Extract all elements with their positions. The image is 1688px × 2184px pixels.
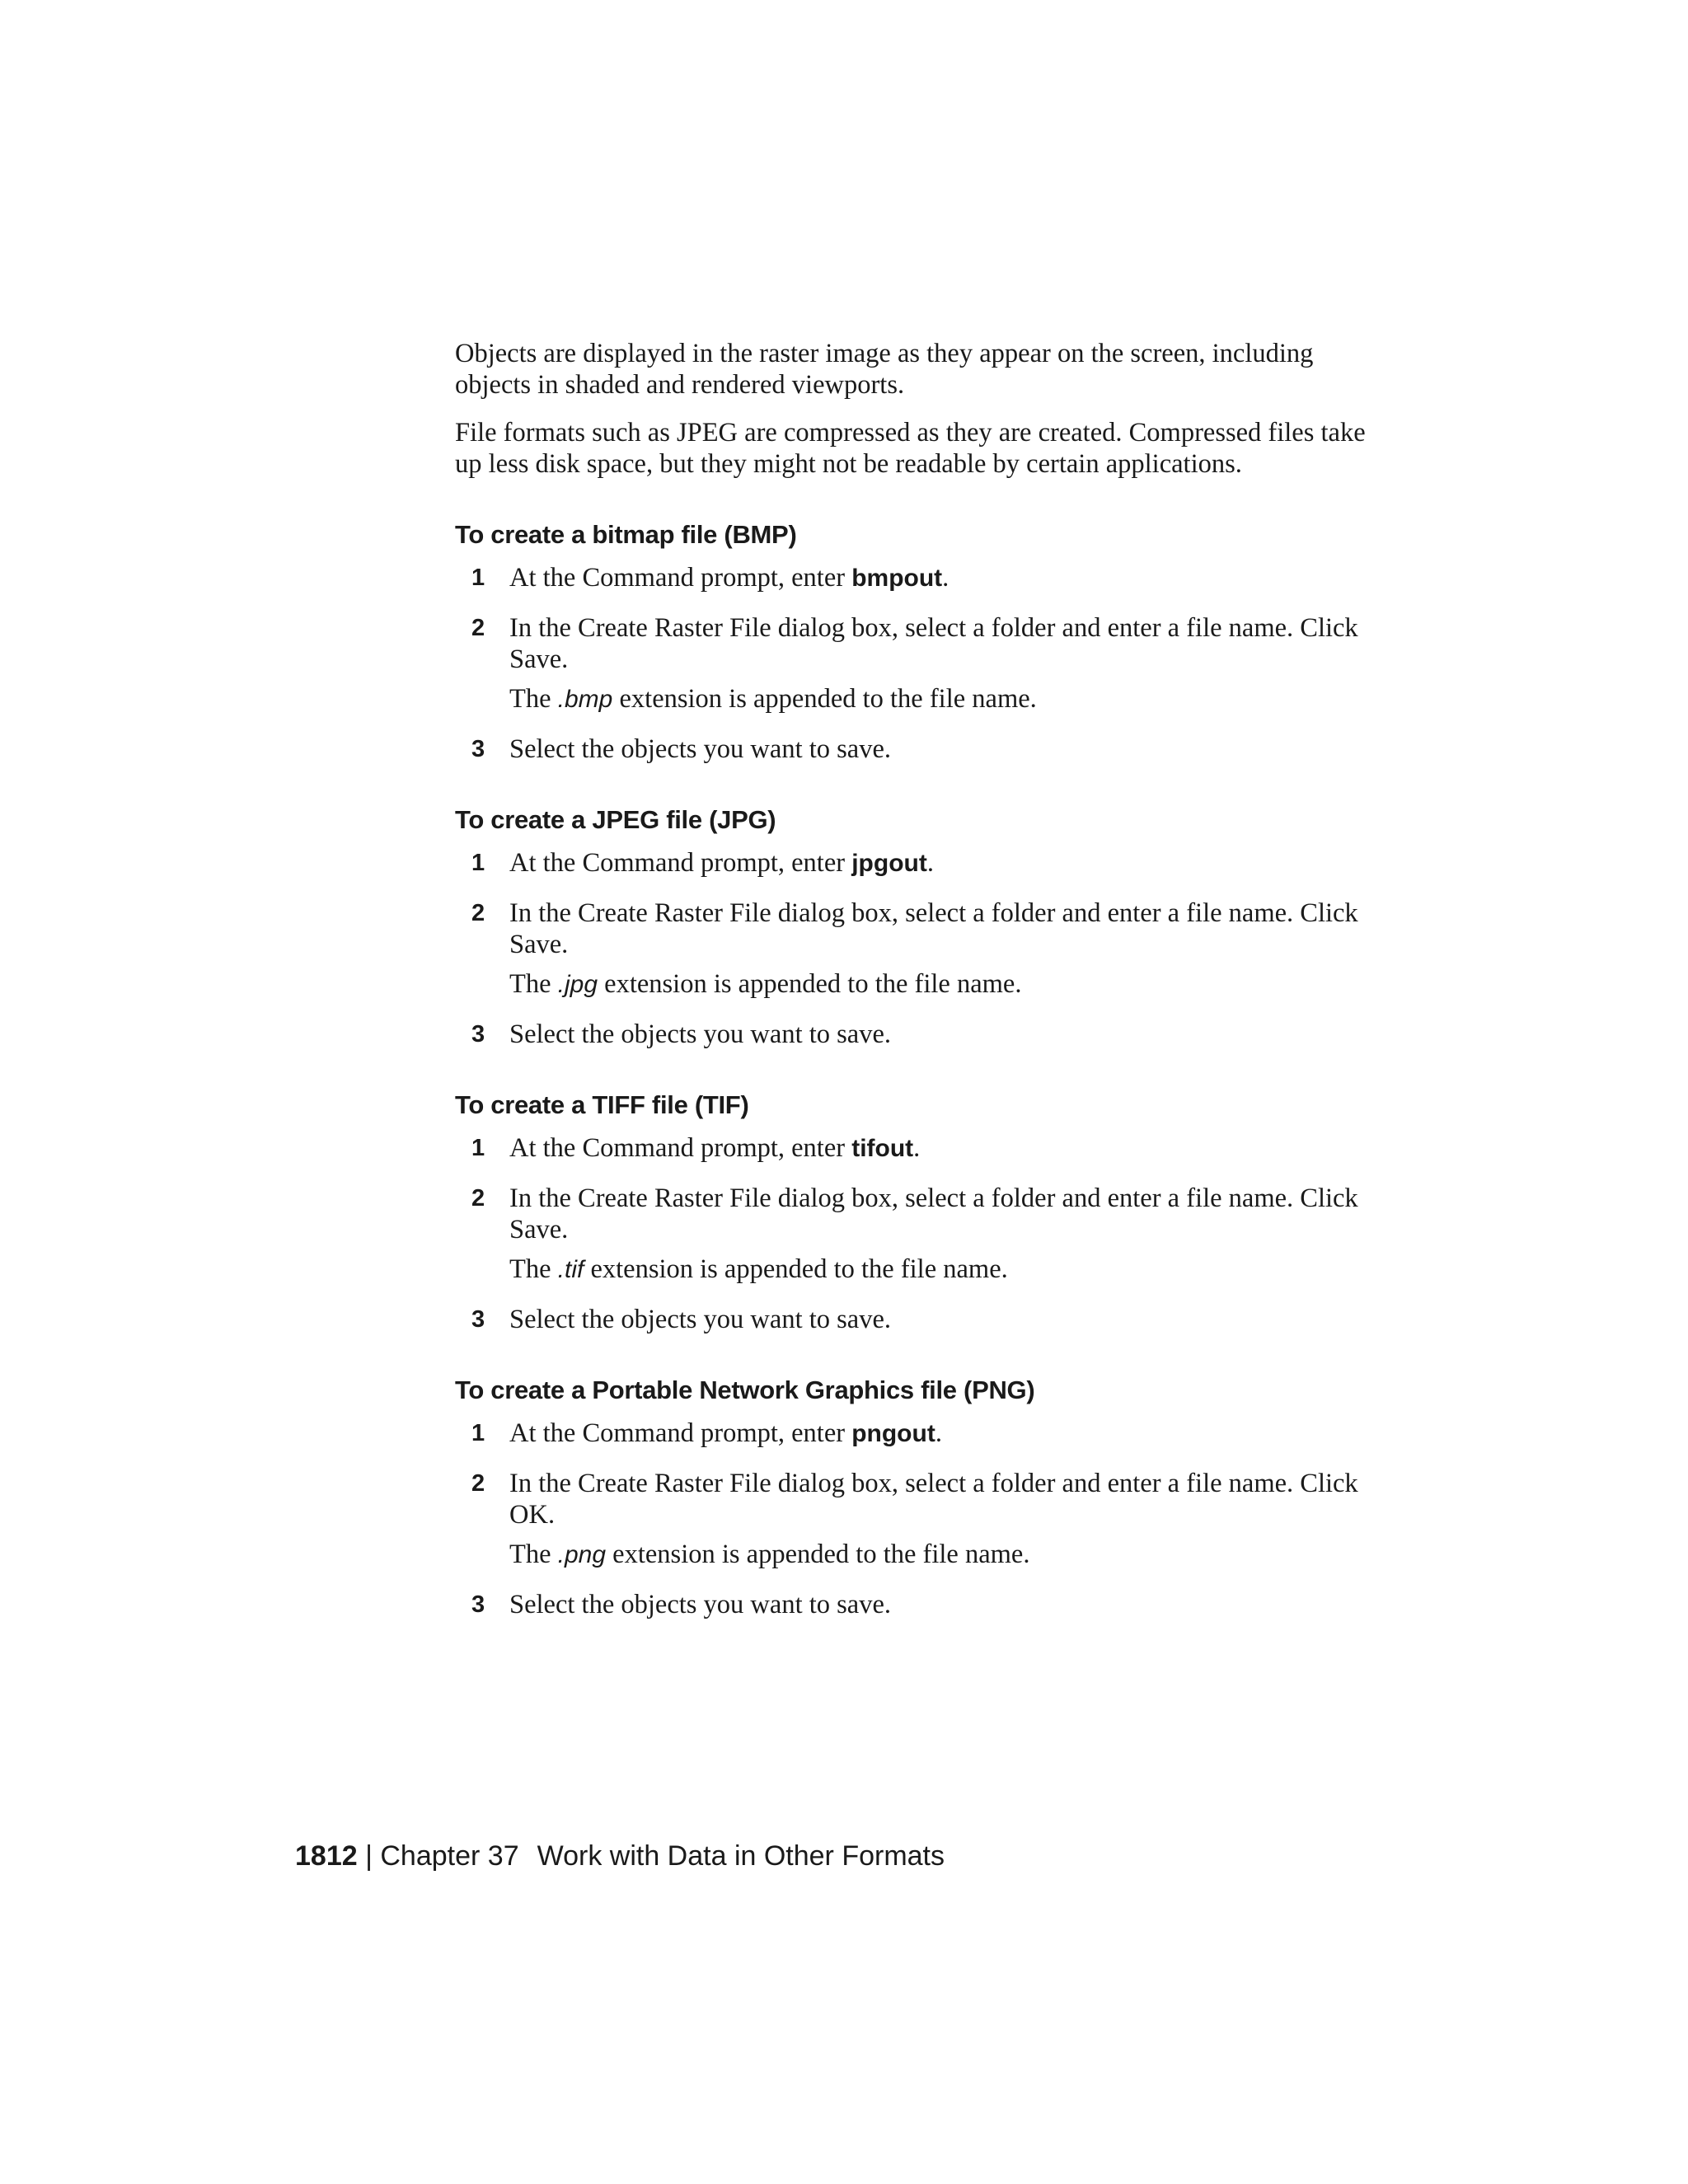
step-number: 2: [471, 900, 485, 926]
file-extension: .bmp: [557, 686, 613, 713]
step-item: [455, 847, 1370, 879]
step-number: 3: [471, 1591, 485, 1618]
file-extension: .png: [557, 1541, 607, 1568]
step-item: [455, 562, 1370, 594]
page-body: [455, 338, 1370, 1638]
chapter-title: Work with Data in Other Formats: [537, 1840, 945, 1872]
step-text: [509, 562, 1370, 594]
step-number: 2: [471, 615, 485, 641]
note-lead: The: [509, 684, 558, 714]
step-item: [455, 1183, 1370, 1286]
note-tail: extension is appended to the file name.: [598, 969, 1022, 999]
step-item: [455, 1468, 1370, 1571]
step-list: [455, 562, 1370, 765]
note-lead: The: [509, 969, 558, 999]
step-text-end: .: [942, 563, 950, 593]
command-name: pngout: [851, 1420, 935, 1447]
procedure-heading: To create a JPEG file (JPG): [455, 805, 776, 834]
step-text-end: .: [926, 848, 934, 878]
step-item: [455, 1589, 1370, 1620]
step-text-end: .: [935, 1418, 942, 1448]
page-footer: [295, 1840, 945, 1872]
step-item: [455, 898, 1370, 1001]
step-note: [509, 968, 1370, 1001]
step-number: 3: [471, 1306, 485, 1333]
step-list: [455, 847, 1370, 1050]
step-text-lead: At the Command prompt, enter: [509, 1133, 852, 1163]
step-note: [509, 683, 1370, 715]
procedure-heading: To create a Portable Network Graphics file (PNG): [455, 1376, 1035, 1404]
procedure-heading: To create a TIFF file (TIF): [455, 1090, 749, 1119]
step-text: [509, 1418, 1370, 1450]
chapter-label: Chapter 37: [380, 1840, 519, 1872]
step-text: In the Create Raster File dialog box, select a folder and enter a file name. Click Save.: [509, 898, 1358, 959]
step-text-end: .: [913, 1133, 921, 1163]
step-note: [509, 1539, 1370, 1571]
procedure-heading: To create a bitmap file (BMP): [455, 520, 797, 549]
step-text: In the Create Raster File dialog box, select a folder and enter a file name. Click OK.: [509, 1469, 1358, 1530]
command-name: bmpout: [851, 565, 943, 592]
step-list: [455, 1418, 1370, 1620]
note-lead: The: [509, 1254, 558, 1284]
note-lead: The: [509, 1540, 558, 1569]
intro-paragraph: File formats such as JPEG are compressed as they are created. Compressed files take up less disk space, but they might not be readable by certain applications.: [455, 418, 1366, 479]
step-item: [455, 733, 1370, 765]
command-name: jpgout: [851, 850, 927, 877]
step-text: Select the objects you want to save.: [509, 1590, 891, 1619]
step-number: 1: [471, 565, 485, 591]
procedure-png: [455, 1375, 1370, 1620]
file-extension: .tif: [557, 1256, 584, 1283]
step-list: [455, 1132, 1370, 1335]
step-item: [455, 1418, 1370, 1450]
procedure-tiff: [455, 1090, 1370, 1335]
step-number: 2: [471, 1185, 485, 1212]
step-item: [455, 1019, 1370, 1050]
step-text: [509, 1132, 1370, 1165]
page-number: 1812: [295, 1840, 358, 1872]
step-number: 3: [471, 736, 485, 762]
step-text: [509, 847, 1370, 879]
step-text-lead: At the Command prompt, enter: [509, 563, 852, 593]
step-number: 3: [471, 1021, 485, 1047]
step-number: 1: [471, 850, 485, 876]
step-note: [509, 1254, 1370, 1286]
step-item: [455, 1304, 1370, 1335]
step-text-lead: At the Command prompt, enter: [509, 848, 852, 878]
note-tail: extension is appended to the file name.: [606, 1540, 1030, 1569]
step-item: [455, 1132, 1370, 1165]
step-text: Select the objects you want to save.: [509, 734, 891, 764]
step-text: In the Create Raster File dialog box, select a folder and enter a file name. Click Save.: [509, 1183, 1358, 1244]
intro: [455, 338, 1370, 480]
step-text: In the Create Raster File dialog box, select a folder and enter a file name. Click Save.: [509, 613, 1358, 674]
procedure-bmp: [455, 519, 1370, 765]
note-tail: extension is appended to the file name.: [612, 684, 1037, 714]
intro-paragraph: Objects are displayed in the raster image as they appear on the screen, including objects in shaded and rendered viewports.: [455, 339, 1314, 400]
step-text: Select the objects you want to save.: [509, 1305, 891, 1334]
step-number: 2: [471, 1470, 485, 1497]
command-name: tifout: [851, 1135, 914, 1162]
file-extension: .jpg: [557, 971, 598, 998]
step-number: 1: [471, 1420, 485, 1446]
step-item: [455, 612, 1370, 715]
footer-separator: |: [357, 1840, 381, 1872]
step-text-lead: At the Command prompt, enter: [509, 1418, 852, 1448]
step-number: 1: [471, 1135, 485, 1161]
note-tail: extension is appended to the file name.: [584, 1254, 1008, 1284]
procedure-jpeg: [455, 804, 1370, 1050]
step-text: Select the objects you want to save.: [509, 1019, 891, 1049]
